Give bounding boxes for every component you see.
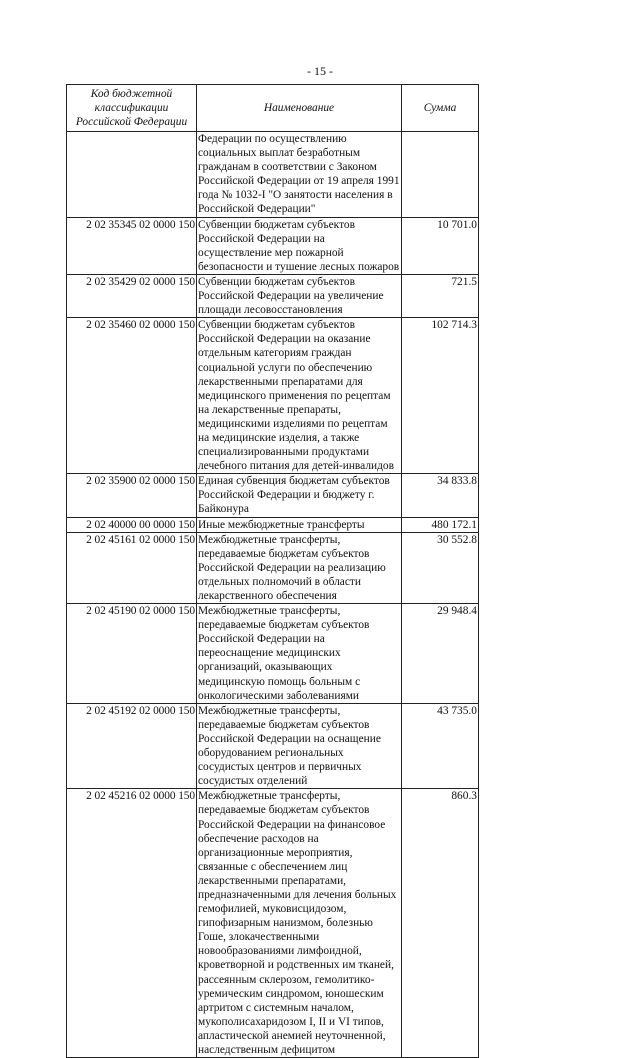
header-sum: Сумма [402,85,479,132]
row-sum: 30 552.8 [402,532,479,603]
row-code: 2 02 35460 02 0000 150 [67,318,197,474]
row-name: Межбюджетные трансферты, передаваемые бюджетам субъектов Российской Федерации на оснащение оборудованием региональных сосудистых центров и первичных сосудистых отделений [197,703,402,789]
table-row [67,217,479,274]
row-name: Федерации по осуществлению социальных выплат безработным гражданам в соответствии с Законом Российской Федерации от 19 апреля 1991 года № 1032-I "О занятости населения в Российской Федерации" [198,133,400,216]
row-sum: 43 735.0 [402,703,479,789]
row-code: 2 02 45192 02 0000 150 [67,703,197,789]
row-sum: 860.3 [402,789,479,1058]
row-code: 2 02 45161 02 0000 150 [67,532,197,603]
row-sum [402,132,479,218]
header-name: Наименование [197,85,402,132]
page-number: - 15 - [307,64,333,78]
row-name: Межбюджетные трансферты, передаваемые бюджетам субъектов Российской Федерации на переоснащение медицинских организаций, оказывающих медицинскую помощь больным с онкологическими заболеваниями [197,604,402,704]
row-code: 2 02 40000 00 0000 150 [67,517,197,532]
row-sum: 480 172.1 [402,517,479,532]
row-name: Единая субвенция бюджетам субъектов Российской Федерации и бюджету г. Байконура [197,474,402,517]
table-header-row [67,85,479,132]
row-code [67,132,197,218]
row-name: Иные межбюджетные трансферты [197,517,402,532]
row-code: 2 02 35429 02 0000 150 [67,274,197,317]
table-row [67,532,479,603]
row-sum: 29 948.4 [402,604,479,704]
row-name: Межбюджетные трансферты, передаваемые бюджетам субъектов Российской Федерации на реализацию отдельных полномочий в области лекарственного обеспечения [197,532,402,603]
row-sum: 10 701.0 [402,217,479,274]
row-name: Субвенции бюджетам субъектов Российской Федерации на увеличение площади лесовосстановления [197,274,402,317]
row-code: 2 02 35900 02 0000 150 [67,474,197,517]
row-code: 2 02 45190 02 0000 150 [67,604,197,704]
row-name: Субвенции бюджетам субъектов Российской Федерации на оказание отдельным категориям граждан социальной услуги по обеспечению лекарственными препаратами для медицинского применения по рецептам на лекарственные препараты, медицинскими изделиями по рецептам на медицинские изделия, а также специализированными продуктами лечебного питания для детей-инвалидов [197,318,402,474]
row-name: Межбюджетные трансферты, передаваемые бюджетам субъектов Российской Федерации на финансовое обеспечение расходов на организационные мероприятия, связанные с обеспечением лиц лекарственными препаратами, предназначенными для лечения больных гемофилией, муковисцидозом, гипофизарным нанизмом, болезнью Гоше, злокачественными новообразованиями лимфоидной, кроветворной и родственных им тканей, рассеянным склерозом, гемолитико-уремическим синдромом, юношеским артритом с системным началом, мукополисахаридозом I, II и VI типов, апластической анемией неуточненной, наследственным дефицитом [197,789,402,1058]
table-row [67,604,479,704]
table-row [67,274,479,317]
table-row [67,517,479,532]
header-code: Код бюджетной классификации Российской Федерации [67,85,197,132]
table-row [67,474,479,517]
row-sum: 102 714.3 [402,318,479,474]
budget-table [66,84,479,1058]
table-row [67,318,479,474]
row-code: 2 02 45216 02 0000 150 [67,789,197,1058]
row-code: 2 02 35345 02 0000 150 [67,217,197,274]
row-sum: 721.5 [402,274,479,317]
table-row [67,703,479,789]
row-sum: 34 833.8 [402,474,479,517]
table-row [67,789,479,1058]
row-name: Субвенции бюджетам субъектов Российской Федерации на осуществление мер пожарной безопасности и тушение лесных пожаров [197,217,402,274]
table-row [67,132,479,218]
